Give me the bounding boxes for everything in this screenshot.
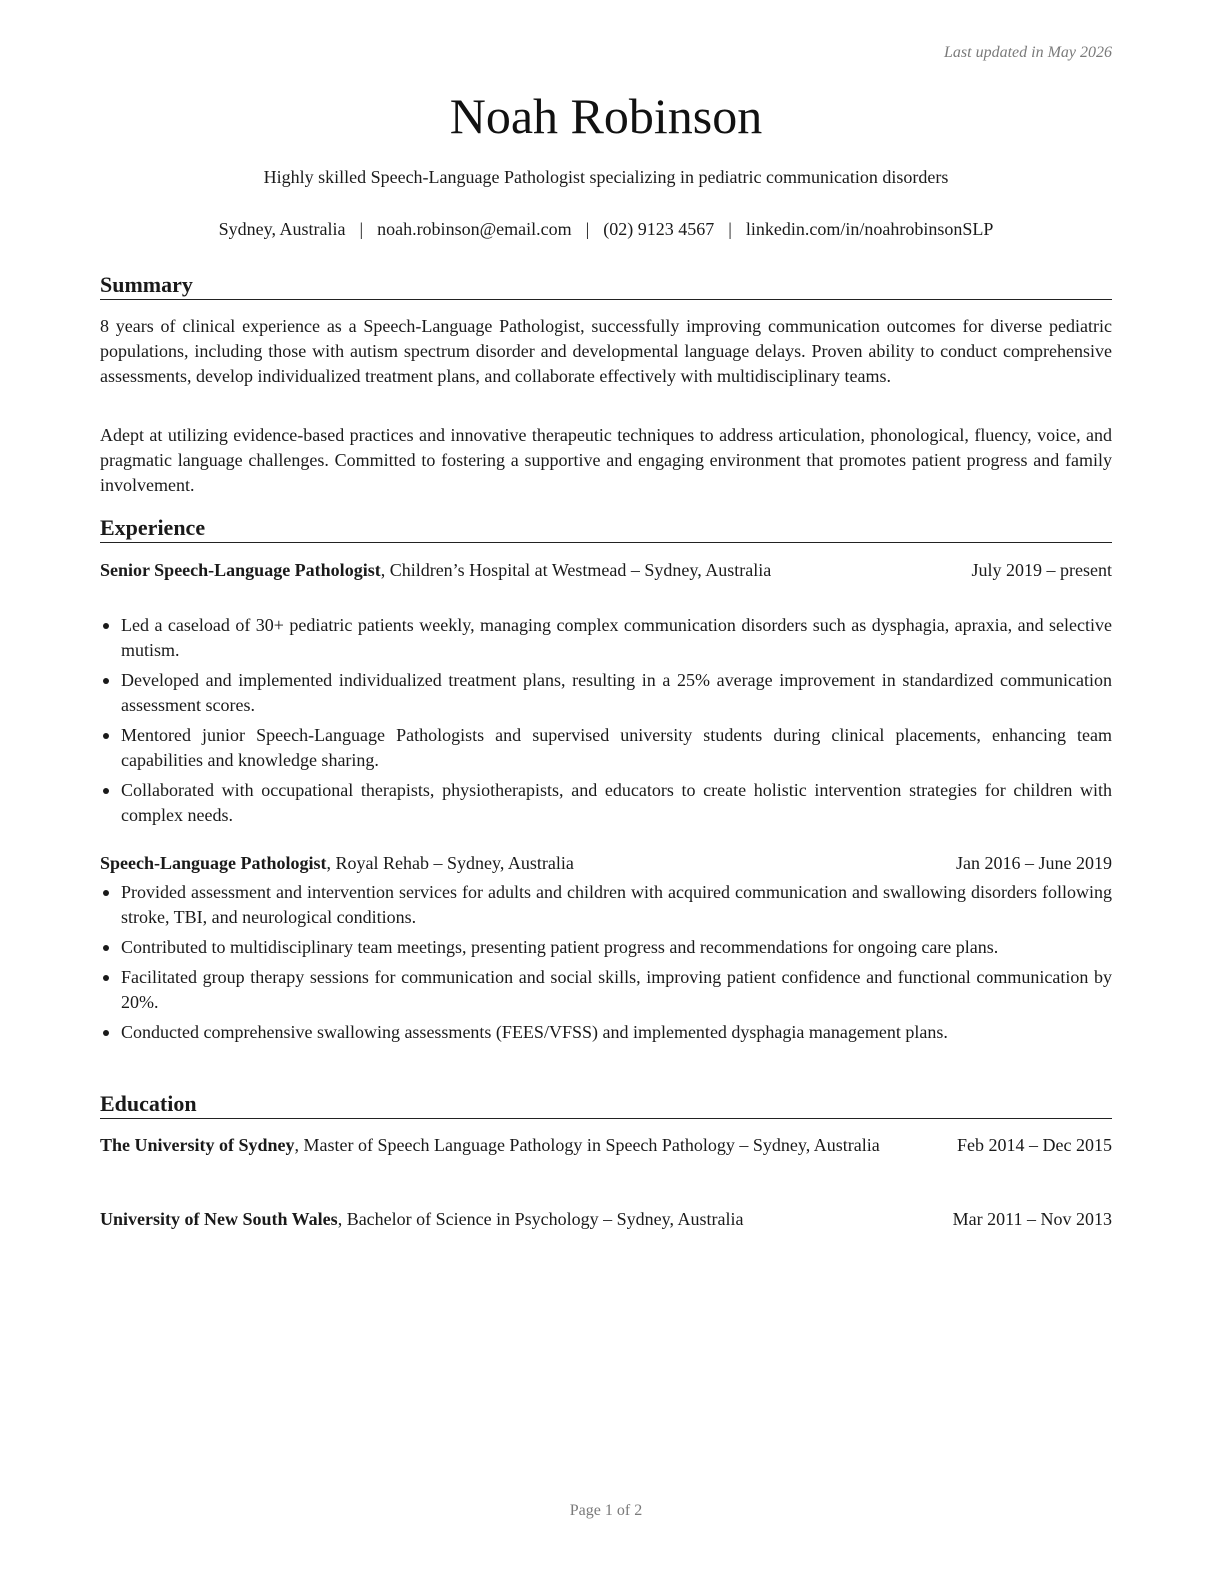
bullet-icon	[103, 1030, 109, 1036]
bullet-item	[100, 668, 1112, 718]
bullet-icon	[103, 890, 109, 896]
contact-email[interactable]: noah.robinson@email.com	[377, 219, 572, 239]
job-dates: Jan 2016 – June 2019	[956, 853, 1112, 873]
education-dates: Feb 2014 – Dec 2015	[957, 1135, 1112, 1155]
resume-page	[100, 0, 1112, 1584]
school-name: University of New South Wales	[100, 1209, 338, 1229]
contact-line	[100, 219, 1112, 240]
bullet-text: Provided assessment and intervention services for adults and children with acquired communication and swallowing disorders following stroke, TBI, and neurological conditions.	[121, 882, 1112, 927]
job-bullets	[100, 613, 1112, 833]
bullet-text: Developed and implemented individualized treatment plans, resulting in a 25% average improvement in standardized communication assessment scores.	[121, 670, 1112, 715]
job-bullets	[100, 880, 1112, 1050]
education-dates: Mar 2011 – Nov 2013	[952, 1209, 1112, 1229]
job-dates: July 2019 – present	[971, 560, 1112, 580]
bullet-icon	[103, 623, 109, 629]
education-entry	[100, 1207, 1112, 1232]
contact-linkedin[interactable]: linkedin.com/in/noahrobinsonSLP	[745, 219, 994, 239]
bullet-item	[100, 723, 1112, 773]
job-organization: , Royal Rehab – Sydney, Australia	[326, 853, 574, 873]
bullet-item	[100, 935, 1112, 960]
contact-separator: |	[585, 219, 590, 239]
headline: Highly skilled Speech-Language Pathologist specializing in pediatric communication disorders	[263, 167, 949, 187]
job-header	[100, 851, 1112, 876]
bullet-text: Facilitated group therapy sessions for communication and social skills, improving patient confidence and functional communication by 20%.	[121, 967, 1112, 1012]
job-header	[100, 558, 1112, 583]
degree: , Master of Speech Language Pathology in Speech Pathology – Sydney, Australia	[294, 1135, 880, 1155]
summary-heading: Summary	[100, 272, 1112, 300]
bullet-item	[100, 965, 1112, 1015]
contact-phone: (02) 9123 4567	[603, 219, 715, 239]
job-role: Senior Speech-Language Pathologist	[100, 560, 381, 580]
bullet-item	[100, 778, 1112, 828]
education-entry	[100, 1133, 1112, 1158]
bullet-item	[100, 880, 1112, 930]
contact-separator: |	[359, 219, 364, 239]
candidate-name: Noah Robinson	[449, 88, 763, 144]
job-organization: , Children’s Hospital at Westmead – Sydney, Australia	[380, 560, 772, 580]
degree: , Bachelor of Science in Psychology – Sydney, Australia	[337, 1209, 744, 1229]
bullet-text: Led a caseload of 30+ pediatric patients weekly, managing complex communication disorders such as dysphagia, apraxia, and selective mutism.	[121, 615, 1112, 660]
bullet-item	[100, 1020, 1112, 1045]
bullet-icon	[103, 945, 109, 951]
last-updated: Last updated in May 2026	[944, 44, 1112, 61]
bullet-text: Collaborated with occupational therapists, physiotherapists, and educators to create holistic intervention strategies for children with complex needs.	[121, 780, 1112, 825]
bullet-icon	[103, 975, 109, 981]
page-number: Page 1 of 2	[569, 1502, 643, 1519]
bullet-item	[100, 613, 1112, 663]
summary-paragraph: 8 years of clinical experience as a Speech-Language Pathologist, successfully improving communication outcomes for diverse pediatric populations, including those with autism spectrum disorder and developmental language delays. Proven ability to conduct comprehensive assessments, develop individualized treatment plans, and collaborate effectively with multidisciplinary teams.	[100, 316, 1112, 386]
bullet-text: Contributed to multidisciplinary team meetings, presenting patient progress and recommendations for ongoing care plans.	[121, 937, 999, 957]
bullet-icon	[103, 678, 109, 684]
bullet-text: Conducted comprehensive swallowing assessments (FEES/VFSS) and implemented dysphagia management plans.	[121, 1022, 948, 1042]
contact-separator: |	[728, 219, 732, 239]
contact-location: Sydney, Australia	[218, 219, 346, 239]
experience-heading: Experience	[100, 515, 1112, 543]
bullet-icon	[103, 733, 109, 739]
education-heading: Education	[100, 1091, 1112, 1119]
job-role: Speech-Language Pathologist	[100, 853, 327, 873]
bullet-text: Mentored junior Speech-Language Pathologists and supervised university students during clinical placements, enhancing team capabilities and knowledge sharing.	[121, 725, 1112, 770]
school-name: The University of Sydney	[100, 1135, 295, 1155]
bullet-icon	[103, 788, 109, 794]
summary-paragraph: Adept at utilizing evidence-based practices and innovative therapeutic techniques to address articulation, phonological, fluency, voice, and pragmatic language challenges. Committed to fostering a supportive and engaging environment that promotes patient progress and family involvement.	[100, 425, 1112, 495]
